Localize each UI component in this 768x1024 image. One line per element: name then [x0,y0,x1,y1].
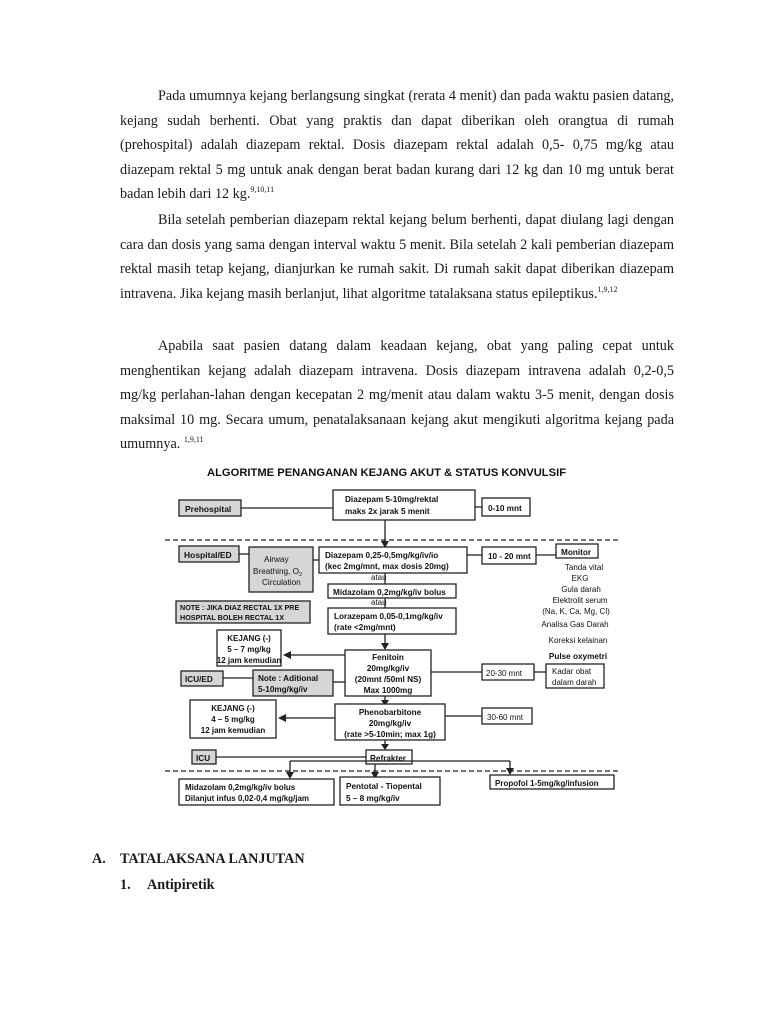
paragraph-3-text: Apabila saat pasien datang dalam keadaan kejang, obat yang paling cepat untuk menghentikan kejang adalah diazepam intravena. Dosis diazepam intravena adalah 0,2-0,5 mg/kg perlahan-lahan dengan kecepatan 2 mg/menit atau dalam waktu 3-5 menit, dengan dosis maksimal 10 mg. Secara umum, penatalaksanaan kejang akut mengikuti algoritma kejang pada umumnya. [120,338,674,453]
monitor-item-2: EKG [571,574,589,583]
monitor-item-4: Elektrolit serum [552,596,608,605]
arrow-pheno-head [381,744,389,750]
time-10-20: 10 - 20 mnt [488,552,531,561]
section-letter: A. [92,851,106,867]
section-heading [92,851,305,868]
kejang-neg-1-line-1: KEJANG (-) [227,634,271,643]
arrow-fenitoin-left-head [283,651,291,659]
diazepam-rektal-line-1: Diazepam 5-10mg/rektal [345,495,439,504]
pulse-oxymetri: Pulse oxymetri [548,652,608,661]
time-30-60: 30-60 mnt [487,713,524,722]
hospital-label: Hospital/ED [184,550,232,560]
kadar-obat-line-2: dalam darah [552,678,597,687]
arrow-lorazepam-head [381,643,389,650]
subsection-title: Antipiretik [147,877,215,893]
paragraph-2-ref: 1,9,12 [597,284,618,294]
note-aditional-line-1: Note : Aditional [258,674,319,683]
lorazepam-line-1: Lorazepam 0,05-0,1mg/kg/iv [334,612,443,621]
atau-1: atau [371,573,387,582]
diazepam-iv-line-2: (kec 2mg/mnt, max dosis 20mg) [325,562,449,571]
paragraph-2-text: Bila setelah pemberian diazepam rektal kejang belum berhenti, dapat diulang lagi dengan cara dan dosis yang sama dengan interval waktu 5 menit. Bila setelah 2 kali pemberian diazepam rektal masih tetap kejang, dianjurkan ke rumah sakit. Di rumah sakit dapat diberikan diazepam intravena. Jika kejang masih berlanjut, lihat algoritme tatalaksana status epileptikus. [120,212,674,302]
kejang-neg-1-line-2: 5 – 7 mg/kg [227,645,271,654]
airway-line-1: Airway [264,555,289,564]
note-rectal-line-2: HOSPITAL BOLEH RECTAL 1X [180,613,285,622]
fenitoin-line-2: 20mg/kg/iv [366,664,410,673]
airway-breathing: Breathing, O [253,567,299,576]
time-20-30: 20-30 mnt [486,669,523,678]
monitor-item-1: Tanda vital [564,563,604,572]
flowchart-title: ALGORITME PENANGANAN KEJANG AKUT & STATUS KONVULSIF [207,467,567,479]
phenobarbitone-line-1: Phenobarbitone [358,708,422,717]
subsection-heading [120,877,215,894]
midazolam-bolus: Midazolam 0,2mg/kg/iv bolus [333,588,446,597]
midazolam-infus-line-1: Midazolam 0,2mg/kg/iv bolus [185,783,296,792]
pentotal-line-2: 5 – 8 mg/kg/iv [346,794,400,803]
time-0-10: 0-10 mnt [488,504,522,513]
propofol: Propofol 1-5mg/kg/infusion [495,779,599,788]
airway-line-3: Circulation [262,578,301,587]
note-aditional-line-2: 5-10mg/kg/iv [258,685,308,694]
kejang-neg-2-line-1: KEJANG (-) [211,704,255,713]
kadar-obat-line-1: Kadar obat [552,667,592,676]
phenobarbitone-line-2: 20mg/kg/iv [368,719,412,728]
kejang-neg-2-line-2: 4 – 5 mg/kg [211,715,255,724]
paragraph-1-text: Pada umumnya kejang berlangsung singkat (rerata 4 menit) dan pada waktu pasien datang, kejang sudah berhenti. Obat yang praktis dan dapat diberikan oleh orangtua di rumah (prehospital) adalah diazepam rektal. Dosis diazepam rektal adalah 0,5- 0,75 mg/kg atau diazepam rektal 5 mg untuk anak dengan berat badan kurang dari 12 kg dan 10 mg untuk berat badan lebih dari 12 kg. [120,88,674,203]
monitor-item-5: (Na, K, Ca, Mg, Cl) [542,607,610,616]
prehospital-label: Prehospital [185,504,232,514]
pentotal-line-1: Pentotal - Tiopental [346,782,422,791]
phenobarbitone-line-3: (rate >5-10min; max 1g) [344,730,436,739]
icu-ed-label: ICU/ED [185,675,213,684]
oxygen-subscript: 2 [298,572,303,578]
diazepam-iv-line-1: Diazepam 0,25-0,5mg/kg/iv/io [325,551,439,560]
monitor-item-7: Koreksi kelainan [548,636,608,645]
monitor-title: Monitor [561,548,592,557]
lorazepam-line-2: (rate <2mg/mnt) [334,623,396,632]
kejang-neg-2-line-3: 12 jam kemudian [200,726,266,735]
midazolam-infus-line-2: Dilanjut infus 0,02-0,4 mg/kg/jam [185,794,310,803]
note-rectal-line-1: NOTE : JIKA DIAZ RECTAL 1X PRE [180,603,300,612]
diazepam-rektal-line-2: maks 2x jarak 5 menit [345,507,430,516]
paragraph-1-ref: 9,10,11 [250,185,275,195]
fenitoin-line-4: Max 1000mg [363,686,413,695]
branch-left-head [286,772,294,779]
kejang-neg-1-line-3: 12 jam kemudian [216,656,282,665]
arrow-pheno-left-head [278,714,286,722]
fenitoin-line-3: (20mnt /50ml NS) [354,675,422,684]
subsection-number: 1. [120,877,131,893]
paragraph-3-ref: 1,9,11 [183,435,204,445]
fenitoin-line-1: Fenitoin [372,653,404,662]
atau-2: atau [371,598,387,607]
icu-label: ICU [196,754,211,763]
monitor-item-3: Gula darah [561,585,601,594]
section-title: TATALAKSANA LANJUTAN [120,851,305,867]
refrakter: Refrakter [370,754,406,763]
monitor-item-6: Analisa Gas Darah [541,620,609,629]
